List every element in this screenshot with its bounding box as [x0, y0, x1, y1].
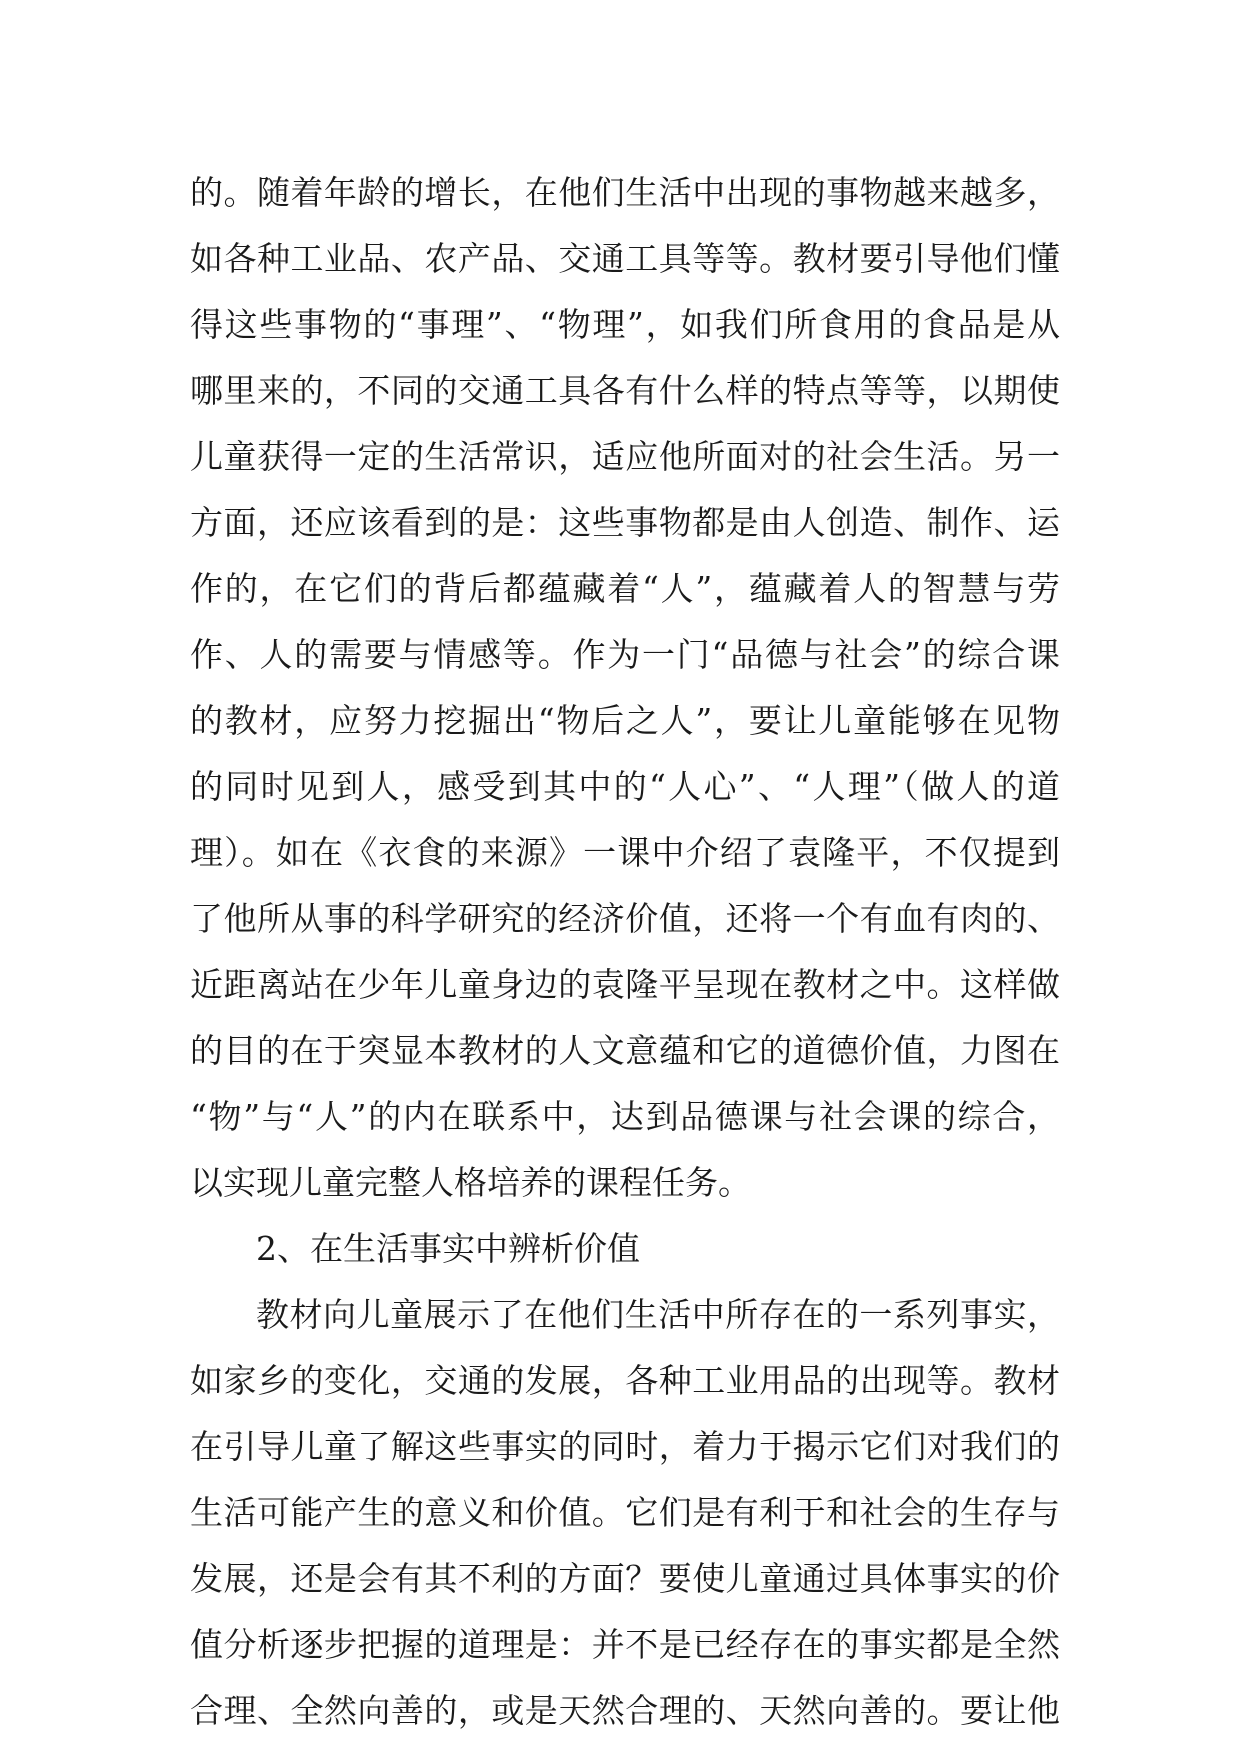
paragraph-line: 以实现儿童完整人格培养的课程任务。	[190, 1163, 751, 1202]
section-heading: 2、在生活事实中辨析价值	[256, 1229, 640, 1268]
paragraph-line: 方面，还应该看到的是：这些事物都是由人创造、制作、运	[190, 503, 1060, 542]
paragraph-line: “物”与“人”的内在联系中，达到品德课与社会课的综合，	[190, 1097, 1060, 1136]
paragraph-line: 哪里来的，不同的交通工具各有什么样的特点等等，以期使	[190, 371, 1060, 410]
paragraph-line: 教材向儿童展示了在他们生活中所存在的一系列事实，	[256, 1295, 1060, 1334]
paragraph-line: 发展，还是会有其不利的方面？要使儿童通过具体事实的价	[190, 1559, 1060, 1598]
paragraph-line: 在引导儿童了解这些事实的同时，着力于揭示它们对我们的	[190, 1427, 1060, 1466]
body-text	[190, 160, 1060, 1744]
paragraph-line: 的目的在于突显本教材的人文意蕴和它的道德价值，力图在	[190, 1031, 1060, 1070]
paragraph-line: 如各种工业品、农产品、交通工具等等。教材要引导他们懂	[190, 239, 1060, 278]
paragraph-line: 作、人的需要与情感等。作为一门“品德与社会”的综合课	[190, 635, 1060, 674]
paragraph-line: 的教材，应努力挖掘出“物后之人”，要让儿童能够在见物	[190, 701, 1060, 740]
paragraph-line: 值分析逐步把握的道理是：并不是已经存在的事实都是全然	[190, 1625, 1060, 1664]
paragraph-line: 的。随着年龄的增长，在他们生活中出现的事物越来越多，	[190, 173, 1060, 212]
paragraph-line: 得这些事物的“事理”、“物理”，如我们所食用的食品是从	[190, 305, 1060, 344]
paragraph-line: 作的，在它们的背后都蕴藏着“人”，蕴藏着人的智慧与劳	[190, 569, 1060, 608]
paragraph-line: 的同时见到人，感受到其中的“人心”、“人理”（做人的道	[190, 767, 1060, 806]
paragraph-1	[190, 160, 1060, 1216]
paragraph-line: 儿童获得一定的生活常识，适应他所面对的社会生活。另一	[190, 437, 1060, 476]
paragraph-line: 合理、全然向善的，或是天然合理的、天然向善的。要让他	[190, 1691, 1060, 1730]
paragraph-line: 生活可能产生的意义和价值。它们是有利于和社会的生存与	[190, 1493, 1060, 1532]
paragraph-2	[190, 1282, 1060, 1744]
paragraph-line: 近距离站在少年儿童身边的袁隆平呈现在教材之中。这样做	[190, 965, 1060, 1004]
paragraph-line: 理）。如在《衣食的来源》一课中介绍了袁隆平，不仅提到	[190, 833, 1060, 872]
paragraph-line: 了他所从事的科学研究的经济价值，还将一个有血有肉的、	[190, 899, 1060, 938]
paragraph-line: 如家乡的变化，交通的发展，各种工业用品的出现等。教材	[190, 1361, 1060, 1400]
